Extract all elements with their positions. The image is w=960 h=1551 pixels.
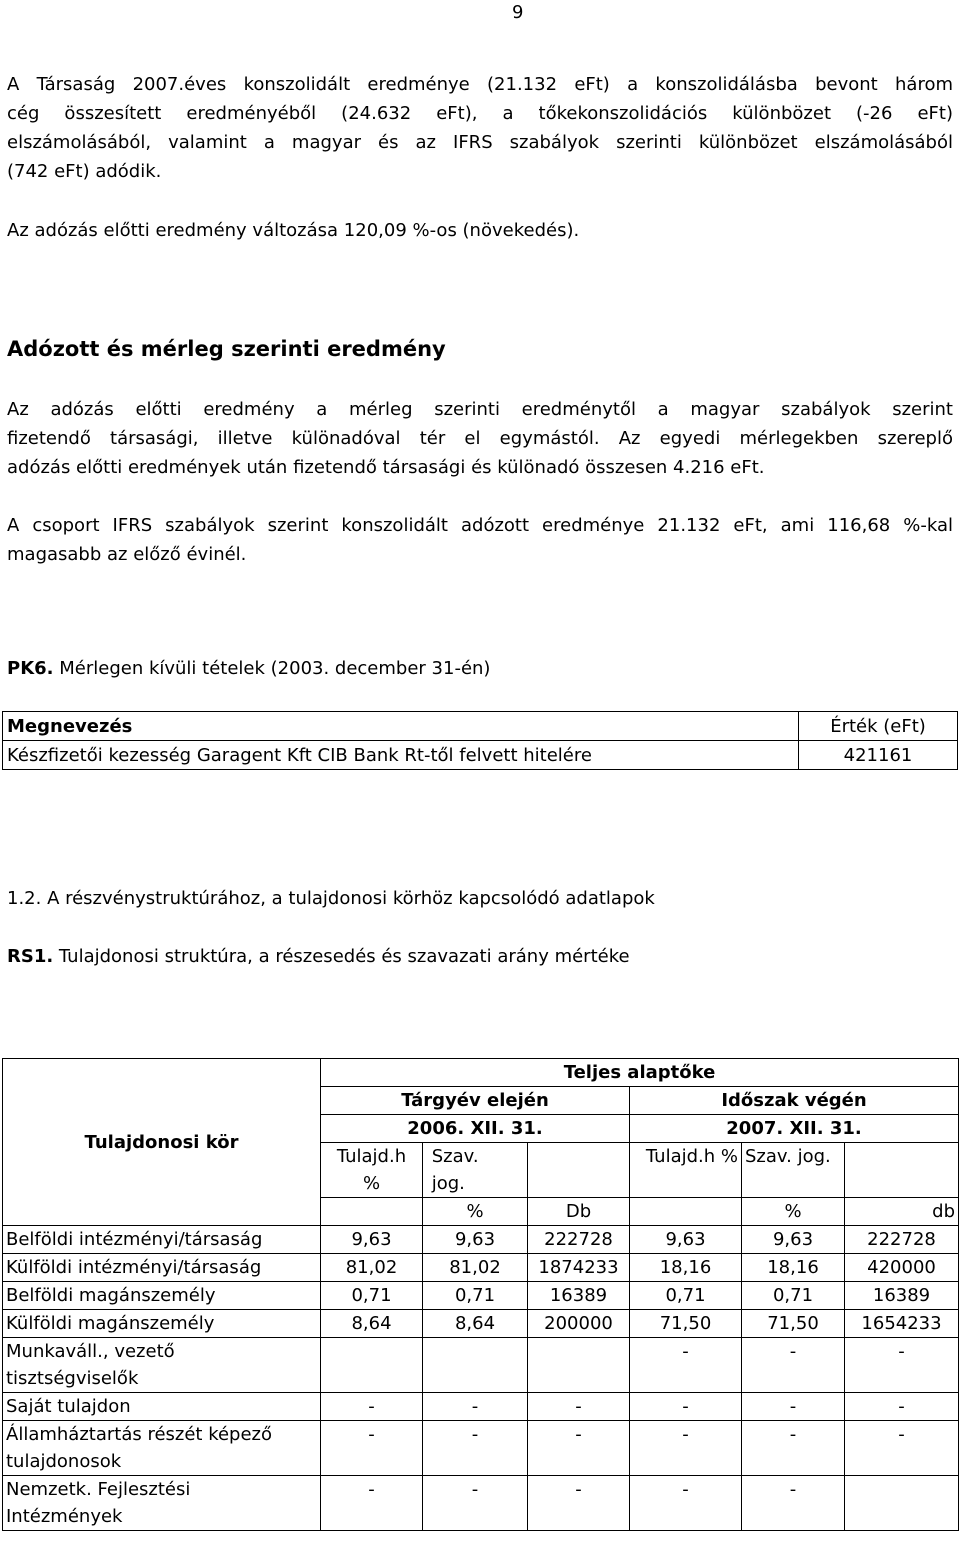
- owner-name: Külföldi intézményi/társaság: [3, 1254, 321, 1282]
- unit-empty: [321, 1198, 423, 1226]
- unit-pct-2: %: [742, 1198, 845, 1226]
- end-date: 2007. XII. 31.: [630, 1115, 959, 1143]
- cell-end-own-pct: -: [630, 1393, 742, 1421]
- section-p1-line-1: Az adózás előtti eredmény a mérleg szerinti eredménytől a magyar szabályok szerint: [7, 399, 953, 420]
- cell-start-own-pct: 9,63: [321, 1226, 423, 1254]
- cell-start-db: 1874233: [528, 1254, 630, 1282]
- owner-name: Belföldi intézményi/társaság: [3, 1226, 321, 1254]
- cell-end-vote-pct: 9,63: [742, 1226, 845, 1254]
- cell-start-db: 200000: [528, 1310, 630, 1338]
- table-row: [3, 1254, 959, 1282]
- table-row: [3, 1476, 959, 1531]
- cell-start-db: 222728: [528, 1226, 630, 1254]
- cell-end-db: 222728: [845, 1226, 959, 1254]
- sub-szav-jog: Szav. jog.: [423, 1143, 528, 1198]
- unit-db-2: db: [845, 1198, 959, 1226]
- pk6-code: PK6.: [7, 658, 54, 679]
- cell-start-db: 16389: [528, 1282, 630, 1310]
- table-row: [3, 1421, 959, 1476]
- cell-start-vote-pct: 8,64: [423, 1310, 528, 1338]
- table-row: [3, 1226, 959, 1254]
- table-row: [3, 1282, 959, 1310]
- page-number: 9: [512, 2, 524, 23]
- cell-end-db: -: [845, 1338, 959, 1393]
- table-row: [3, 1338, 959, 1393]
- section-1-2-heading: 1.2. A részvénystruktúrához, a tulajdonosi körhöz kapcsolódó adatlapok: [7, 888, 655, 909]
- intro-line-1: A Társaság 2007.éves konszolidált eredménye (21.132 eFt) a konszolidálásba bevont három: [7, 74, 953, 95]
- end-header: Időszak végén: [630, 1087, 959, 1115]
- cell-end-own-pct: -: [630, 1476, 742, 1531]
- unit-empty-2: [630, 1198, 742, 1226]
- pk6-heading: [7, 654, 953, 683]
- table-row: [3, 741, 958, 770]
- owner-name: Külföldi magánszemély: [3, 1310, 321, 1338]
- section-p1-line-2: fizetendő társasági, illetve különadóval tér el egymástól. Az egyedi mérlegekben szereplő: [7, 428, 953, 449]
- change-sentence: Az adózás előtti eredmény változása 120,09 %-os (növekedés).: [7, 220, 580, 241]
- cell-start-vote-pct: -: [423, 1393, 528, 1421]
- cell-end-db: 420000: [845, 1254, 959, 1282]
- sub-empty-db2: [845, 1143, 959, 1198]
- owner-name: Belföldi magánszemély: [3, 1282, 321, 1310]
- section-paragraph-2: [7, 511, 953, 569]
- cell-end-db: 16389: [845, 1282, 959, 1310]
- rs1-title: Tulajdonosi struktúra, a részesedés és szavazati arány mértéke: [53, 946, 630, 967]
- cell-start-own-pct: 0,71: [321, 1282, 423, 1310]
- cell-end-own-pct: 71,50: [630, 1310, 742, 1338]
- rs1-heading: [7, 942, 953, 971]
- cell-start-vote-pct: [423, 1338, 528, 1393]
- cell-start-own-pct: 81,02: [321, 1254, 423, 1282]
- cell-end-vote-pct: -: [742, 1393, 845, 1421]
- cell-end-vote-pct: -: [742, 1421, 845, 1476]
- cell-start-db: [528, 1338, 630, 1393]
- cell-end-own-pct: 18,16: [630, 1254, 742, 1282]
- rs1-code: RS1.: [7, 946, 54, 967]
- cell-end-own-pct: -: [630, 1338, 742, 1393]
- sub-tulajd-h-end: Tulajd.h %: [630, 1143, 742, 1198]
- intro-line-4: (742 eFt) adódik.: [7, 161, 162, 182]
- cell-end-db: 1654233: [845, 1310, 959, 1338]
- cell-start-vote-pct: 81,02: [423, 1254, 528, 1282]
- row-name: Készfizetői kezesség Garagent Kft CIB Bank Rt-től felvett hitelére: [3, 741, 799, 770]
- cell-end-vote-pct: -: [742, 1476, 845, 1531]
- cell-start-vote-pct: -: [423, 1421, 528, 1476]
- cell-start-db: -: [528, 1421, 630, 1476]
- intro-line-2: cég összesített eredményéből (24.632 eFt), a tőkekonszolidációs különbözet (-26 eFt): [7, 103, 953, 124]
- cell-start-db: -: [528, 1476, 630, 1531]
- cell-end-own-pct: 0,71: [630, 1282, 742, 1310]
- owner-header: Tulajdonosi kör: [3, 1059, 321, 1226]
- cell-start-own-pct: [321, 1338, 423, 1393]
- owner-name: Munkaváll., vezető tisztségviselők: [3, 1338, 321, 1393]
- cell-end-vote-pct: -: [742, 1338, 845, 1393]
- section-p1-line-3: adózás előtti eredmények után fizetendő társasági és különadó összesen 4.216 eFt.: [7, 457, 765, 478]
- intro-line-3: elszámolásából, valamint a magyar és az IFRS szabályok szerinti különbözet elszámolásából: [7, 132, 953, 153]
- owner-name: Saját tulajdon: [3, 1393, 321, 1421]
- cell-start-vote-pct: -: [423, 1476, 528, 1531]
- cell-start-own-pct: -: [321, 1393, 423, 1421]
- cell-end-vote-pct: 71,50: [742, 1310, 845, 1338]
- row-value: 421161: [799, 741, 958, 770]
- section-p2-line-2: magasabb az előző évinél.: [7, 544, 247, 565]
- cell-start-own-pct: -: [321, 1421, 423, 1476]
- ownership-table: [2, 1058, 959, 1531]
- off-balance-table: [2, 711, 958, 770]
- cell-end-vote-pct: 0,71: [742, 1282, 845, 1310]
- cell-start-vote-pct: 0,71: [423, 1282, 528, 1310]
- cell-start-db: -: [528, 1393, 630, 1421]
- start-header: Tárgyév elején: [321, 1087, 630, 1115]
- header-row-1: [3, 1059, 959, 1087]
- owner-name: Államháztartás részét képező tulajdonosok: [3, 1421, 321, 1476]
- owner-name: Nemzetk. Fejlesztési Intézmények: [3, 1476, 321, 1531]
- start-date: 2006. XII. 31.: [321, 1115, 630, 1143]
- cell-end-vote-pct: 18,16: [742, 1254, 845, 1282]
- section-p2-line-1: A csoport IFRS szabályok szerint konszolidált adózott eredménye 21.132 eFt, ami 116,68 %-kal: [7, 515, 953, 536]
- intro-paragraph: [7, 70, 953, 186]
- sub-tulajd-h: Tulajd.h %: [321, 1143, 423, 1198]
- sub-empty-db: [528, 1143, 630, 1198]
- table-header-row: [3, 712, 958, 741]
- capital-header: Teljes alaptőke: [321, 1059, 959, 1087]
- unit-pct-1: %: [423, 1198, 528, 1226]
- cell-start-vote-pct: 9,63: [423, 1226, 528, 1254]
- sub-szav-jog-end: Szav. jog.: [742, 1143, 845, 1198]
- cell-end-db: -: [845, 1393, 959, 1421]
- header-value: Érték (eFt): [799, 712, 958, 741]
- table-row: [3, 1310, 959, 1338]
- cell-start-own-pct: 8,64: [321, 1310, 423, 1338]
- cell-end-own-pct: 9,63: [630, 1226, 742, 1254]
- cell-end-db: -: [845, 1421, 959, 1476]
- pk6-title: Mérlegen kívüli tételek (2003. december 31-én): [53, 658, 491, 679]
- section-title: Adózott és mérleg szerinti eredmény: [7, 337, 446, 361]
- cell-start-own-pct: -: [321, 1476, 423, 1531]
- table-row: [3, 1393, 959, 1421]
- cell-end-own-pct: -: [630, 1421, 742, 1476]
- header-name: Megnevezés: [3, 712, 799, 741]
- cell-end-db: [845, 1476, 959, 1531]
- section-paragraph-1: [7, 395, 953, 482]
- unit-db-1: Db: [528, 1198, 630, 1226]
